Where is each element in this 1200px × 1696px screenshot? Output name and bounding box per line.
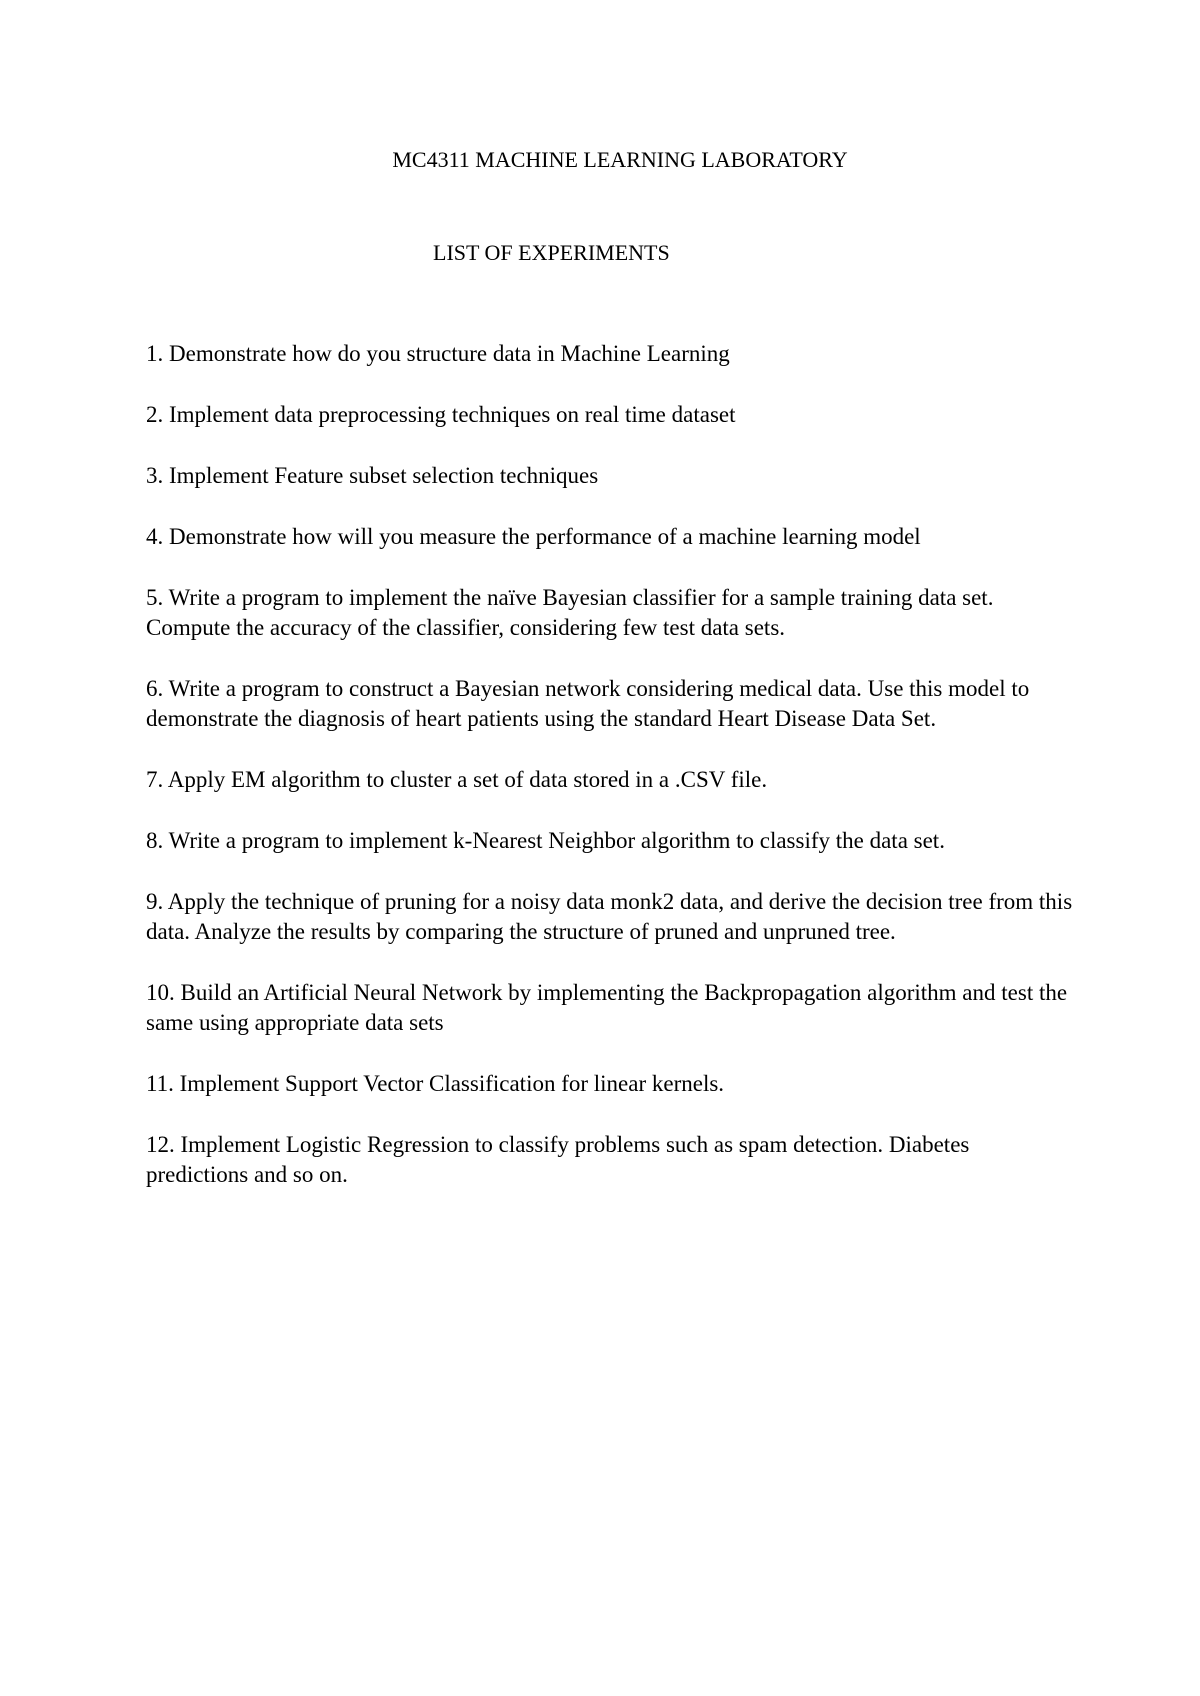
experiment-item-1: 1. Demonstrate how do you structure data in Machine Learning bbox=[146, 341, 730, 366]
experiment-item-6: 6. Write a program to construct a Bayesian network considering medical data. Use this model to demonstrate the diagnosis of heart patients using the standard Heart Disease Data Set. bbox=[146, 676, 1030, 731]
experiment-list bbox=[146, 339, 1076, 1221]
document-subtitle: LIST OF EXPERIMENTS bbox=[433, 240, 670, 265]
experiment-item-11: 11. Implement Support Vector Classification for linear kernels. bbox=[146, 1071, 725, 1096]
document-title: MC4311 MACHINE LEARNING LABORATORY bbox=[392, 147, 848, 172]
experiment-item-12: 12. Implement Logistic Regression to classify problems such as spam detection. Diabetes predictions and so on. bbox=[146, 1132, 970, 1187]
experiment-item-4: 4. Demonstrate how will you measure the performance of a machine learning model bbox=[146, 524, 921, 549]
experiment-item-5: 5. Write a program to implement the naïve Bayesian classifier for a sample training data set. Compute the accuracy of the classifier, considering few test data sets. bbox=[146, 585, 994, 640]
experiment-item-9: 9. Apply the technique of pruning for a noisy data monk2 data, and derive the decision tree from this data. Analyze the results by comparing the structure of pruned and unpruned tree. bbox=[146, 889, 1073, 944]
experiment-item-3: 3. Implement Feature subset selection techniques bbox=[146, 463, 599, 488]
experiment-item-10: 10. Build an Artificial Neural Network by implementing the Backpropagation algorithm and test the same using appropriate data sets bbox=[146, 980, 1068, 1035]
experiment-item-8: 8. Write a program to implement k-Nearest Neighbor algorithm to classify the data set. bbox=[146, 828, 945, 853]
experiment-item-2: 2. Implement data preprocessing techniques on real time dataset bbox=[146, 402, 736, 427]
experiment-item-7: 7. Apply EM algorithm to cluster a set of data stored in a .CSV file. bbox=[146, 767, 768, 792]
